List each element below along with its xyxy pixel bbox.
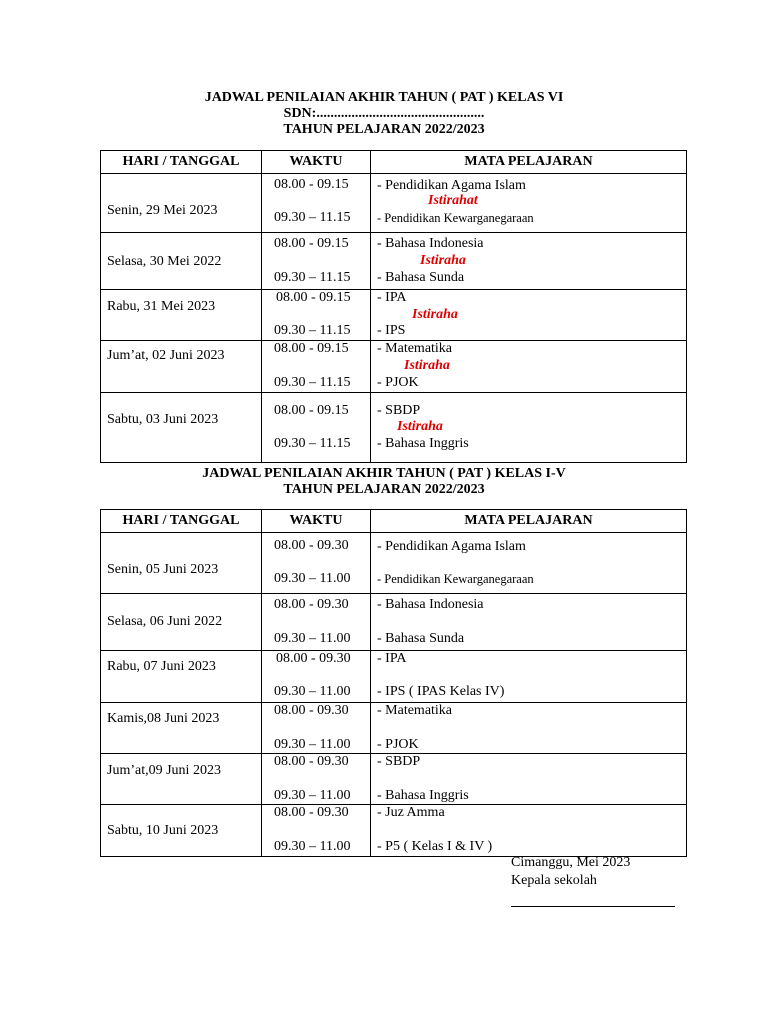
row-subject-2: - Bahasa Sunda <box>377 270 465 285</box>
row-subject-1: - Pendidikan Agama Islam <box>377 539 526 554</box>
row-time-1: 08.00 - 09.30 <box>274 703 349 718</box>
row-day: Senin, 29 Mei 2023 <box>107 203 218 218</box>
table-row <box>101 594 687 651</box>
row-day: Selasa, 06 Juni 2022 <box>107 614 223 629</box>
section2-title: JADWAL PENILAIAN AKHIR TAHUN ( PAT ) KELAS I-V <box>202 466 566 481</box>
signature-role: Kepala sekolah <box>511 873 597 888</box>
row-subject-2: - Bahasa Inggris <box>377 436 469 451</box>
row-time-2: 09.30 – 11.00 <box>274 788 351 803</box>
row-time-1: 08.00 - 09.15 <box>276 290 351 305</box>
row-time-2: 09.30 – 11.00 <box>274 839 351 854</box>
row-time-2: 09.30 – 11.15 <box>274 210 351 225</box>
break-label: Istiraha <box>404 358 450 373</box>
row-subject-2: - IPS ( IPAS Kelas IV) <box>377 684 505 699</box>
header-day: HARI / TANGGAL <box>101 510 262 533</box>
row-day: Jum’at,09 Juni 2023 <box>107 763 221 778</box>
row-subject-2: - PJOK <box>377 375 419 390</box>
table-row <box>101 651 687 703</box>
row-subject-1: - SBDP <box>377 754 421 769</box>
table-row <box>101 533 687 594</box>
section2-schedule-table <box>100 509 687 857</box>
row-day: Jum’at, 02 Juni 2023 <box>107 348 225 363</box>
break-label: Istiraha <box>397 419 443 434</box>
row-time-1: 08.00 - 09.15 <box>274 341 349 356</box>
table-row <box>101 393 687 463</box>
row-subject-1: - Bahasa Indonesia <box>377 236 484 251</box>
header-time: WAKTU <box>262 510 371 533</box>
row-subject-1: - Bahasa Indonesia <box>377 597 484 612</box>
row-time-1: 08.00 - 09.30 <box>274 805 349 820</box>
row-time-2: 09.30 – 11.15 <box>274 323 351 338</box>
row-subject-2: - Bahasa Sunda <box>377 631 465 646</box>
row-day: Senin, 05 Juni 2023 <box>107 562 219 577</box>
table-header-row <box>101 510 687 533</box>
break-label: Istiraha <box>412 307 458 322</box>
header-subject: MATA PELAJARAN <box>371 510 687 533</box>
row-subject-1: - Matematika <box>377 341 453 356</box>
row-day: Selasa, 30 Mei 2022 <box>107 254 222 269</box>
row-subject-1: - Pendidikan Agama Islam <box>377 178 526 193</box>
row-subject-2: - IPS <box>377 323 406 338</box>
row-subject-1: - IPA <box>377 651 407 666</box>
row-time-2: 09.30 – 11.15 <box>274 436 351 451</box>
row-time-1: 08.00 - 09.30 <box>274 597 349 612</box>
row-day: Rabu, 31 Mei 2023 <box>107 299 216 314</box>
table-row <box>101 341 687 393</box>
break-label: Istirahat <box>428 193 478 208</box>
row-time-1: 08.00 - 09.30 <box>274 754 349 769</box>
section1-title: JADWAL PENILAIAN AKHIR TAHUN ( PAT ) KELAS VI <box>204 90 564 105</box>
header-time: WAKTU <box>262 151 371 174</box>
row-subject-2: - P5 ( Kelas I & IV ) <box>377 839 493 854</box>
row-subject-1: - IPA <box>377 290 407 305</box>
row-subject-2: - Pendidikan Kewarganegaraan <box>377 211 534 225</box>
section1-school: SDN:................................................ <box>283 106 485 121</box>
row-subject-1: - Juz Amma <box>377 805 445 820</box>
row-time-2: 09.30 – 11.00 <box>274 684 351 699</box>
table-header-row <box>101 151 687 174</box>
row-day: Rabu, 07 Juni 2023 <box>107 659 216 674</box>
row-time-1: 08.00 - 09.15 <box>274 403 349 418</box>
signature-place-date: Cimanggu, Mei 2023 <box>511 855 631 870</box>
row-time-2: 09.30 – 11.00 <box>274 631 351 646</box>
header-subject: MATA PELAJARAN <box>371 151 687 174</box>
row-subject-1: - Matematika <box>377 703 453 718</box>
row-time-2: 09.30 – 11.15 <box>274 270 351 285</box>
header-day: HARI / TANGGAL <box>101 151 262 174</box>
signature-line <box>511 906 675 907</box>
row-time-1: 08.00 - 09.15 <box>274 236 349 251</box>
break-label: Istiraha <box>420 253 466 268</box>
row-time-2: 09.30 – 11.00 <box>274 571 351 586</box>
row-time-2: 09.30 – 11.15 <box>274 375 351 390</box>
row-day: Sabtu, 10 Juni 2023 <box>107 823 219 838</box>
section1-year: TAHUN PELAJARAN 2022/2023 <box>283 122 485 137</box>
section1-schedule-table <box>100 150 687 463</box>
row-time-1: 08.00 - 09.30 <box>276 651 351 666</box>
section2-year: TAHUN PELAJARAN 2022/2023 <box>283 482 485 497</box>
row-subject-1: - SBDP <box>377 403 421 418</box>
row-day: Sabtu, 03 Juni 2023 <box>107 412 219 427</box>
row-day: Kamis,08 Juni 2023 <box>107 711 220 726</box>
row-time-1: 08.00 - 09.15 <box>274 177 349 192</box>
table-row <box>101 290 687 341</box>
row-subject-2: - Bahasa Inggris <box>377 788 469 803</box>
row-time-2: 09.30 – 11.00 <box>274 737 351 752</box>
table-row <box>101 233 687 290</box>
table-row <box>101 703 687 754</box>
row-subject-2: - Pendidikan Kewarganegaraan <box>377 572 534 586</box>
row-subject-2: - PJOK <box>377 737 419 752</box>
table-row <box>101 174 687 233</box>
row-time-1: 08.00 - 09.30 <box>274 538 349 553</box>
table-row <box>101 805 687 857</box>
table-row <box>101 754 687 805</box>
